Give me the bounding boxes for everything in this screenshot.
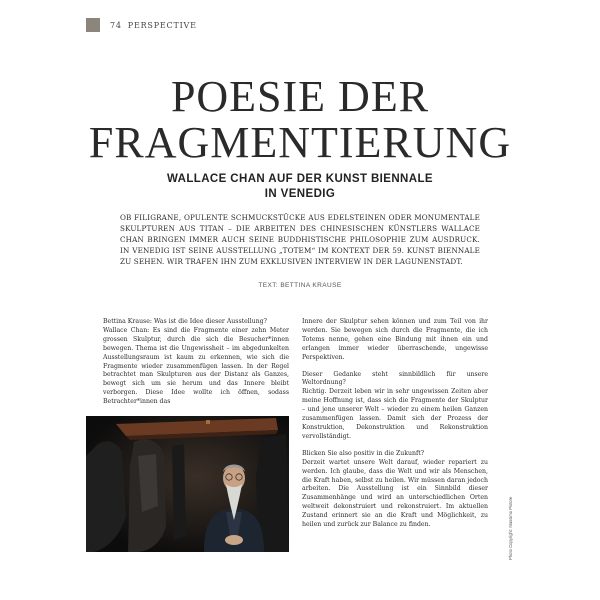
subtitle-line-1: WALLACE CHAN AUF DER KUNST BIENNALE [167,173,433,185]
photo-credit [508,480,520,560]
section-title: PERSPECTIVE [127,20,197,30]
lead-paragraph: OB FILIGRANE, OPULENTE SCHMUCKSTÜCKE AUS EDELSTEINEN ODER MONUMENTALE SKULPTUREN AUS TITAN – DIE ARBEITEN DES CHINESISCHEN KÜNSTLERS WALLACE CHAN BRINGEN IMMER AUCH SEINE BUDDHISTISCHE PHILOSOPHIE ZUM AUSDRUCK. IN VENEDIG IST SEINE AUSSTELLUNG „TOTEM“ IM KONTEXT DER 59. KUNST BIENNALE ZU SEHEN. WIR TRAFEN IHN ZUM EXKLUSIVEN INTERVIEW IN DER LAGUNENSTADT. [120,213,480,266]
article-photo [86,416,289,552]
section-marker [86,18,100,32]
byline: TEXT: BETTINA KRAUSE [258,282,342,289]
subtitle-line-2: IN VENEDIG [264,188,336,200]
answer-3: Derzeit wartet unsere Welt darauf, wieder repariert zu werden. Ich glaube, dass die Welt und wir als Menschen, die Kraft haben, selbst zu heilen. Wir müssen daran jedoch arbeiten. Die Ausstellung ist ein Sinnbild dieser Zusammenhänge und wird an unterschiedlichen Orten weltweit dekonstruiert und rekonstruiert. Im aktuellen Zustand erinnert sie an die Kraft und Möglichkeit, zu heilen und zurück zur Balance zu finden. [302,458,488,529]
page-number: 74 [110,20,122,30]
title-line-1: POESIE DER [170,72,430,121]
photo-credit-text: Photo Copyright: Massimo Pistore [508,496,513,560]
running-header [110,18,197,32]
answer-1-continued: Innere der Skulptur sehen können und zum Teil von ihr werden. Sie bewegen sich durch die Fragmente, die ich Totems nenne, gehen eine Bindung mit ihnen ein und erlangen immer wieder überraschende, ungewisse Perspektiven. [302,318,488,361]
title-line-2: FRAGMENTIERUNG [88,118,512,167]
article-title [80,74,520,166]
text-column-right [302,318,488,572]
answer-2: Richtig. Derzeit leben wir in sehr ungewissen Zeiten aber meine Hoffnung ist, dass sich die Fragmente der Skulptur – und jene unserer Welt – wieder zu einem heilen Ganzen zusammenfügen lassen. Damit sich der Prozess der Konstruktion, Dekonstruktion und Rekonstruktion vervollständigt. [302,388,488,440]
question-3: Blicken Sie also positiv in die Zukunft? [302,449,425,457]
question-1: Bettina Krause: Was ist die Idee dieser Ausstellung? [103,318,267,325]
question-2: Dieser Gedanke steht sinnbildlich für unsere Weltordnung? [302,370,488,387]
article-subtitle [110,172,490,202]
answer-1: Wallace Chan: Es sind die Fragmente einer zehn Meter grossen Skulptur, durch die sich die Besucher*innen bewegen. Thema ist die Ungewissheit – im abgedunkelten Ausstellungsraum ist kaum zu erkennen, wie sich die Fragmente wieder zusammenfügen lassen. In der Regel betrachtet man Skulpturen aus der Distanz als Ganzes, bewegt sich um sie herum und das Innere bleibt verborgen. Diese Idee wollte ich öffnen, sodass Betrachter*innen das [103,326,289,406]
artist-portrait-image [86,416,289,552]
text-column-left [103,318,289,410]
